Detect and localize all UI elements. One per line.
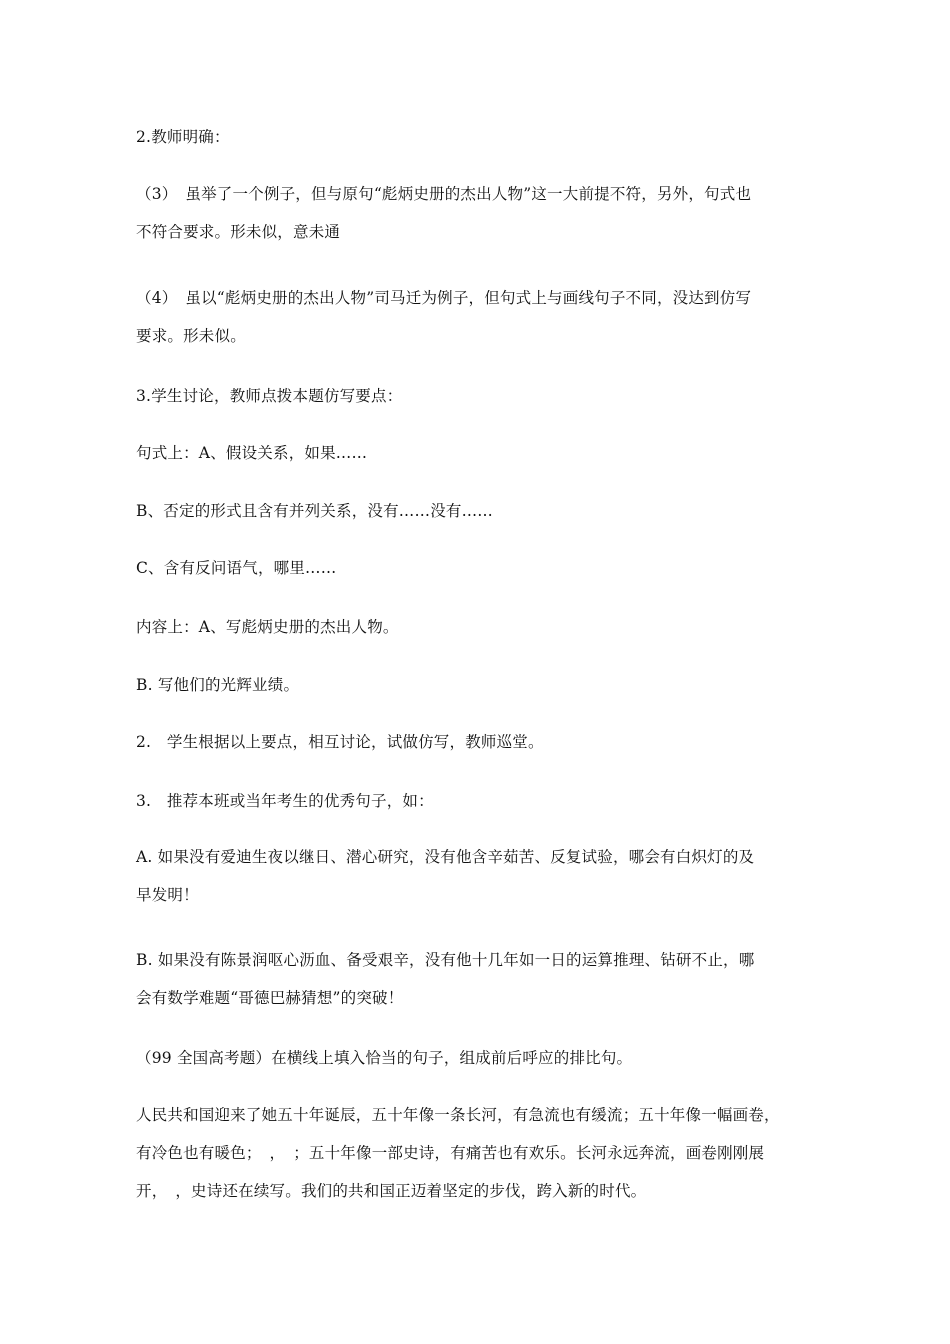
text-line: 要求。形未似。: [136, 327, 246, 345]
text-line: 有冷色也有暖色； ， ；五十年像一部史诗，有痛苦也有欢乐。长河永远奔流，画卷刚刚展: [136, 1144, 765, 1162]
text-line: 内容上：A、写彪炳史册的杰出人物。: [136, 618, 399, 636]
text-line: 人民共和国迎来了她五十年诞辰，五十年像一条长河，有急流也有缓流；五十年像一幅画卷，: [136, 1106, 780, 1124]
paragraph: [136, 492, 816, 530]
paragraph: [136, 279, 816, 355]
paragraph: [136, 1096, 816, 1210]
paragraph: [136, 118, 816, 156]
text-line: 不符合要求。形未似，意未通: [136, 223, 341, 241]
text-line: 会有数学难题“哥德巴赫猜想”的突破！: [136, 989, 404, 1007]
text-line: B. 如果没有陈景润呕心沥血、备受艰辛，没有他十几年如一日的运算推理、钻研不止，哪: [136, 951, 755, 969]
text-line: 句式上：A、假设关系，如果……: [136, 444, 368, 462]
text-line: 2.教师明确：: [136, 128, 230, 146]
paragraph: [136, 782, 816, 820]
text-line: 3.学生讨论，教师点拨本题仿写要点：: [136, 387, 403, 405]
text-line: B、否定的形式且含有并列关系，没有……没有……: [136, 502, 493, 520]
text-line: （4） 虽以“彪炳史册的杰出人物”司马迁为例子，但句式上与画线句子不同，没达到仿写: [136, 289, 752, 307]
paragraph: [136, 608, 816, 646]
paragraph: [136, 941, 816, 1017]
paragraph: [136, 838, 816, 914]
paragraph: [136, 549, 816, 587]
text-line: （99 全国高考题）在横线上填入恰当的句子，组成前后呼应的排比句。: [136, 1049, 633, 1067]
text-line: C、含有反问语气，哪里……: [136, 559, 337, 577]
paragraph: [136, 434, 816, 472]
text-line: 开， ，史诗还在续写。我们的共和国正迈着坚定的步伐，跨入新的时代。: [136, 1182, 647, 1200]
text-line: A. 如果没有爱迪生夜以继日、潜心研究，没有他含辛茹苦、反复试验，哪会有白炽灯的及: [136, 848, 755, 866]
text-line: 早发明！: [136, 886, 199, 904]
paragraph: [136, 666, 816, 704]
text-line: B. 写他们的光辉业绩。: [136, 676, 300, 694]
text-line: 2. 学生根据以上要点，相互讨论，试做仿写，教师巡堂。: [136, 733, 544, 751]
paragraph: [136, 1039, 816, 1077]
paragraph: [136, 175, 816, 251]
paragraph: [136, 723, 816, 761]
paragraph: [136, 377, 816, 415]
text-line: （3） 虽举了一个例子，但与原句“彪炳史册的杰出人物”这一大前提不符，另外，句式也: [136, 185, 752, 203]
text-line: 3. 推荐本班或当年考生的优秀句子，如：: [136, 792, 434, 810]
